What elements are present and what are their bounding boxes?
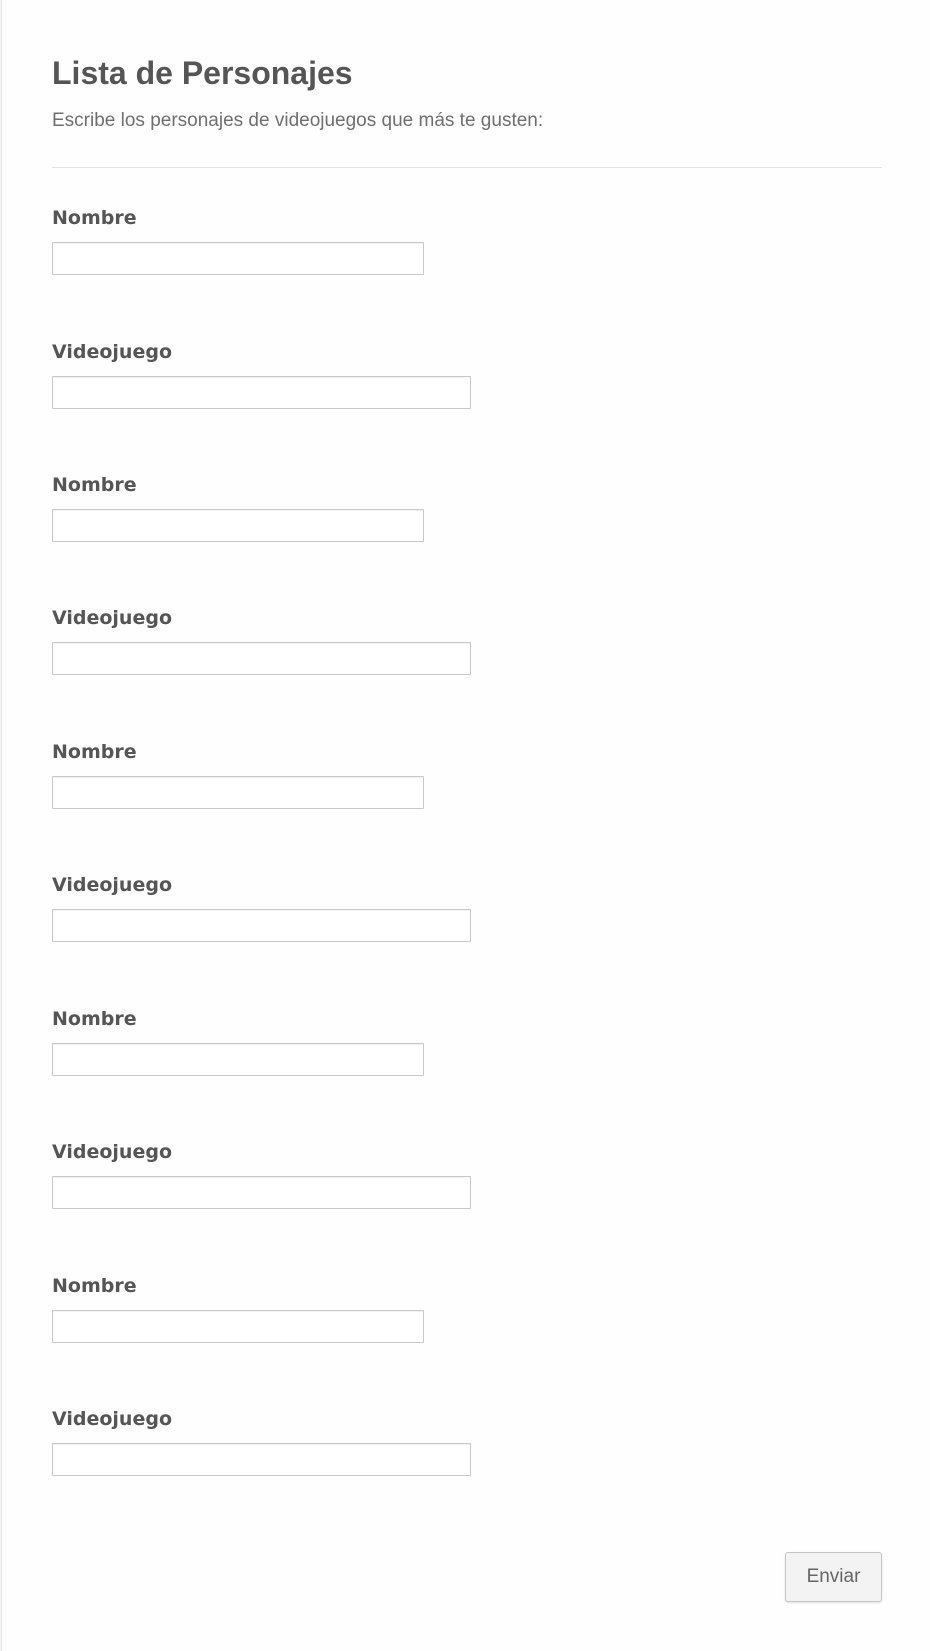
videojuego-label: Videojuego [52, 874, 173, 896]
videojuego-input[interactable] [52, 1176, 471, 1209]
videojuego-label: Videojuego [52, 1408, 173, 1430]
form-card [1, 0, 930, 1651]
nombre-label: Nombre [52, 207, 137, 229]
form-title: Lista de Personajes [52, 55, 353, 91]
nombre-input[interactable] [52, 509, 424, 542]
videojuego-label: Videojuego [52, 1141, 173, 1163]
nombre-label: Nombre [52, 1008, 137, 1030]
field-videojuego-1 [52, 340, 532, 409]
nombre-input[interactable] [52, 242, 424, 275]
field-videojuego-5 [52, 1407, 532, 1476]
videojuego-input[interactable] [52, 642, 471, 675]
nombre-input[interactable] [52, 1310, 424, 1343]
nombre-label: Nombre [52, 741, 137, 763]
field-videojuego-2 [52, 606, 532, 675]
field-nombre-4 [52, 1007, 532, 1076]
videojuego-input[interactable] [52, 376, 471, 409]
nombre-input[interactable] [52, 1043, 424, 1076]
submit-button[interactable]: Enviar [785, 1552, 882, 1602]
field-nombre-2 [52, 473, 532, 542]
field-nombre-1 [52, 206, 532, 275]
form-subtitle: Escribe los personajes de videojuegos que más te gusten: [52, 110, 544, 131]
videojuego-input[interactable] [52, 909, 471, 942]
nombre-label: Nombre [52, 474, 137, 496]
field-videojuego-3 [52, 873, 532, 942]
nombre-input[interactable] [52, 776, 424, 809]
nombre-label: Nombre [52, 1275, 137, 1297]
field-videojuego-4 [52, 1140, 532, 1209]
videojuego-input[interactable] [52, 1443, 471, 1476]
header-divider [52, 167, 882, 168]
videojuego-label: Videojuego [52, 607, 173, 629]
videojuego-label: Videojuego [52, 341, 173, 363]
field-nombre-5 [52, 1274, 532, 1343]
field-nombre-3 [52, 740, 532, 809]
